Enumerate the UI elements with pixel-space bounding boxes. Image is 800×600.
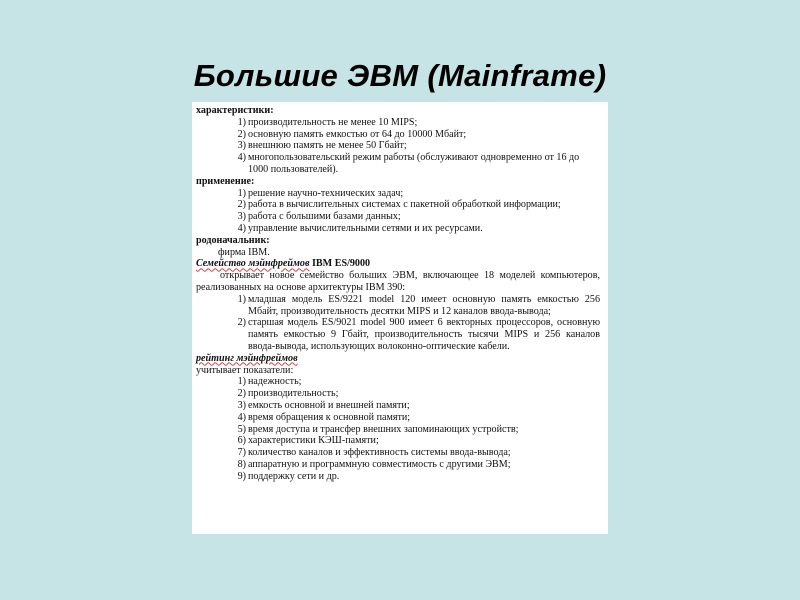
characteristics-list	[196, 117, 600, 176]
list-item: 1) производительность не менее 10 MIPS;	[237, 116, 418, 128]
list-item: 1) надежность;	[237, 376, 302, 388]
list-item: 1) младшая модель ES/9221 model 120 имеет основную память емкостью 256 Мбайт, производительность десятки MIPS и 12 каналов ввода-вывода;	[237, 293, 600, 317]
list-item: 6) характеристики КЭШ-памяти;	[237, 435, 379, 447]
list-item: 1) решение научно-технических задач;	[237, 187, 404, 199]
list-item: 3) емкость основной и внешней памяти;	[237, 399, 410, 411]
list-item: 2) основную память емкостью от 64 до 10000 Мбайт;	[237, 128, 467, 140]
list-item: 4) многопользовательский режим работы (обслуживают одновременно от 16 до 1000 пользователей).	[237, 152, 580, 175]
family-paragraph: открывает новое семейство больших ЭВМ, включающее 18 моделей компьютеров, реализованных на основе архитектуры IBM 390:	[196, 270, 600, 293]
list-item: 2) старшая модель ES/9021 model 900 имеет 6 векторных процессоров, основную память емкостью 9 Гбайт, производительность тысячи MIPS и 256 каналов ввода-вывода, использующих волоконно-оптические кабели.	[237, 317, 600, 352]
list-item: 8) аппаратную и программную совместимость с другими ЭВМ;	[237, 458, 511, 470]
rating-intro: учитывает показатели:	[196, 364, 294, 376]
list-item: 2) производительность;	[237, 388, 339, 400]
family-list	[196, 294, 600, 353]
application-list	[196, 188, 600, 235]
list-item: 9) поддержку сети и др.	[237, 470, 340, 482]
list-item: 3) работа с большими базами данных;	[237, 211, 401, 223]
section-heading-founder: родоначальник:	[196, 234, 270, 246]
section-heading-family	[196, 258, 600, 270]
section-heading-characteristics: характеристики:	[196, 105, 274, 116]
founder-text: фирма IBM.	[218, 246, 270, 258]
list-item: 3) внешнюю память не менее 50 Гбайт;	[237, 140, 407, 152]
family-heading-rest: IBM ES/9000	[309, 258, 371, 270]
section-heading-rating: рейтинг мэйнфреймов	[196, 352, 298, 364]
list-item: 4) время обращения к основной памяти;	[237, 411, 411, 423]
list-item: 4) управление вычислительными сетями и их ресурсами.	[237, 222, 483, 234]
slide-title: Большие ЭВМ (Mainframe)	[193, 58, 607, 93]
rating-list	[196, 376, 600, 482]
list-item: 2) работа в вычислительных системах с пакетной обработкой информации;	[237, 199, 561, 211]
document-image	[192, 102, 608, 534]
list-item: 5) время доступа и трансфер внешних запоминающих устройств;	[237, 423, 519, 435]
list-item: 7) количество каналов и эффективность системы ввода-вывода;	[237, 447, 511, 459]
section-heading-application: применение:	[196, 175, 255, 187]
family-heading-italic: Семейство мэйнфреймов	[196, 258, 310, 270]
